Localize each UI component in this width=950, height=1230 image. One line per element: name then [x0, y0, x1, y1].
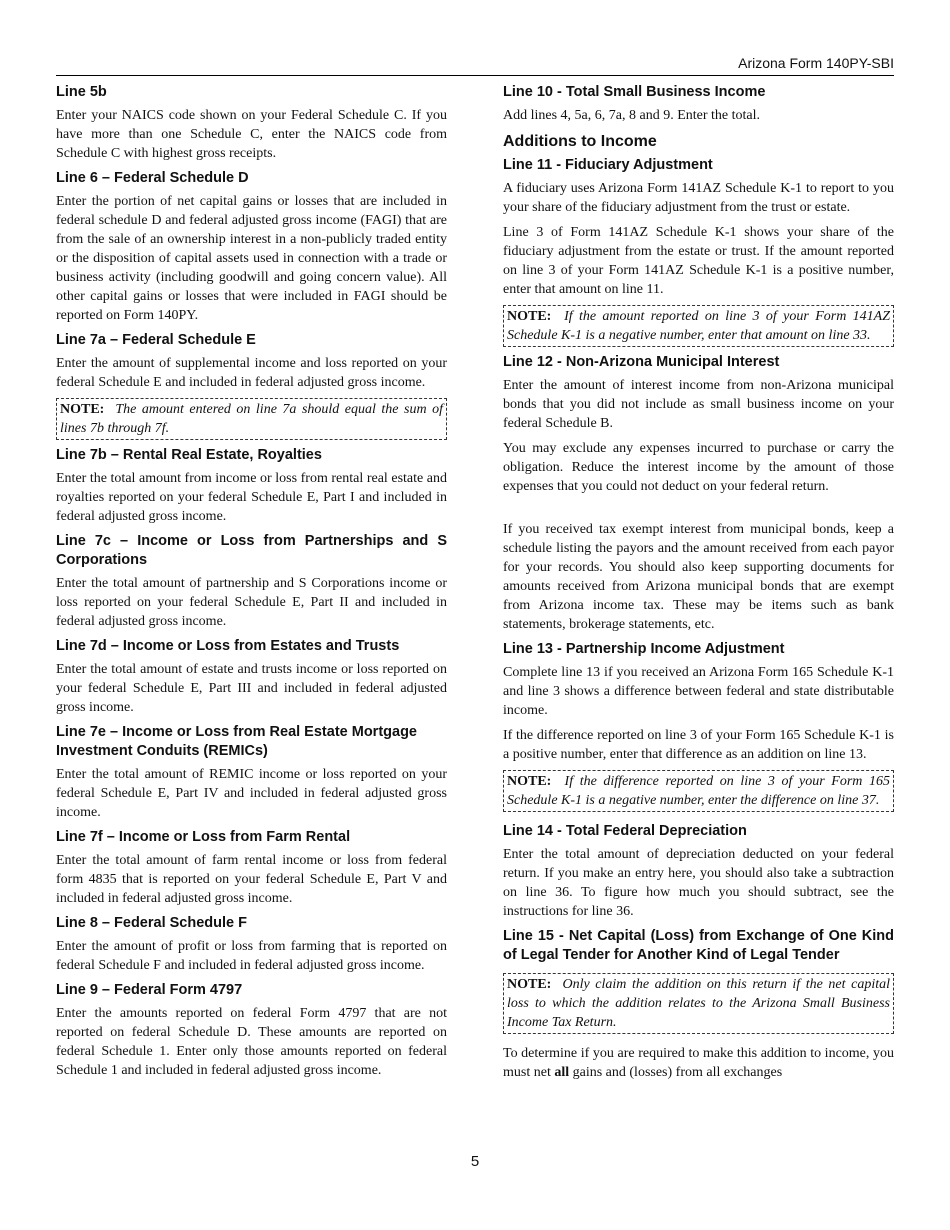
line7b-text: Enter the total amount from income or loss from rental real estate and royalties reported on your federal Schedule E, Part I and included in federal adjusted gross income.: [56, 471, 447, 524]
spacer: [503, 502, 894, 520]
header-rule: [56, 75, 894, 76]
form-title: Arizona Form 140PY-SBI: [738, 55, 894, 71]
line7a-heading: Line 7a – Federal Schedule E: [56, 332, 256, 348]
line15-text-bold: all: [554, 1065, 570, 1080]
line8-text: Enter the amount of profit or loss from farming that is reported on federal Schedule F and included in federal adjusted gross income.: [56, 939, 447, 973]
line12-text-2: You may exclude any expenses incurred to purchase or carry the obligation. Reduce the interest income by the amount of those expenses that you could not deduct on your federal return.: [503, 441, 894, 494]
left-column: [56, 83, 447, 1086]
note-text: If the amount reported on line 3 of your Form 141AZ Schedule K-1 is a negative number, enter that amount on line 33.: [507, 309, 890, 343]
line12-text-1: Enter the amount of interest income from non-Arizona municipal bonds that you did not include as small business income on your federal Schedule B.: [503, 378, 894, 431]
line7c-text: Enter the total amount of partnership and S Corporations income or loss reported on your federal Schedule E, Part II and included in federal adjusted gross income.: [56, 576, 447, 629]
note-text: Only claim the addition on this return if the net capital loss to which the addition relates to the Arizona Small Business Income Tax Return.: [507, 977, 891, 1030]
note-label: NOTE:: [507, 774, 552, 789]
line9-heading: Line 9 – Federal Form 4797: [56, 982, 243, 998]
line5b-text: Enter your NAICS code shown on your Federal Schedule C. If you have more than one Schedule C, enter the NAICS code from Schedule C with highest gross receipts.: [56, 108, 447, 161]
line15-note: [503, 973, 894, 1034]
line9-text: Enter the amounts reported on federal Form 4797 that are not reported on federal Schedule D. These amounts are reported on federal Schedule 1. Enter only those amounts reported on federal Schedule 1 and included in federal adjusted gross income.: [56, 1006, 447, 1078]
line6-heading: Line 6 – Federal Schedule D: [56, 170, 249, 186]
line12-text-3: If you received tax exempt interest from municipal bonds, keep a schedule listing the payors and the amount received from each payor for your records. You should also keep supporting documents for amounts received from Arizona municipal bonds that are exempt from Arizona income tax. These may be items such as bank statements, brokerage statements, etc.: [503, 522, 894, 632]
note-label: NOTE:: [507, 977, 552, 992]
line11-text-2: Line 3 of Form 141AZ Schedule K-1 shows your share of the fiduciary adjustment from the estate or trust. If the amount reported on line 3 of your Form 141AZ Schedule K-1 is a positive number, enter that amount on line 11.: [503, 225, 894, 297]
line7a-note: [56, 398, 447, 440]
line13-text-2: If the difference reported on line 3 of your Form 165 Schedule K-1 is a positive number, enter that difference as an addition on line 13.: [503, 728, 894, 762]
line15-text-end: gains and (losses) from all exchanges: [569, 1065, 783, 1080]
line11-note: [503, 305, 894, 347]
line7d-text: Enter the total amount of estate and trusts income or loss reported on your federal Schedule E, Part III and included in federal adjusted gross income.: [56, 662, 447, 715]
line6-text: Enter the portion of net capital gains or losses that are included in federal schedule D and federal adjusted gross income (FAGI) that are from the sale of an ownership interest in a non-publicly traded entity or the disposition of capital assets used in connection with a trade or business activity (including goodwill and going concern value). All other capital gains or losses that were included in FAGI should be reported on Form 140PY.: [56, 194, 447, 323]
additions-heading: Additions to Income: [503, 133, 657, 150]
line14-heading: Line 14 - Total Federal Depreciation: [503, 823, 747, 839]
line15-text: [503, 1044, 894, 1082]
line5b-heading: Line 5b: [56, 84, 107, 100]
right-column: [503, 83, 894, 1088]
line13-text-1: Complete line 13 if you received an Arizona Form 165 Schedule K-1 and line 3 shows a difference between federal and state distributable income.: [503, 665, 894, 718]
line7e-text: Enter the total amount of REMIC income or loss reported on your federal Schedule E, Part IV and included in federal adjusted gross income.: [56, 767, 447, 820]
line14-text: Enter the total amount of depreciation deducted on your federal return. If you make an entry here, you should also take a subtraction on line 36. To figure how much you should subtract, see the instructions for line 36.: [503, 847, 894, 919]
line7f-text: Enter the total amount of farm rental income or loss from federal form 4835 that is reported on your federal Schedule E, Part V and included in federal adjusted gross income.: [56, 853, 447, 906]
note-text: The amount entered on line 7a should equal the sum of lines 7b through 7f.: [60, 402, 444, 436]
note-label: NOTE:: [60, 402, 105, 417]
line10-text: Add lines 4, 5a, 6, 7a, 8 and 9. Enter the total.: [503, 108, 760, 123]
line11-heading: Line 11 - Fiduciary Adjustment: [503, 157, 713, 173]
line15-heading: Line 15 - Net Capital (Loss) from Exchange of One Kind of Legal Tender for Another Kind of Legal Tender: [503, 928, 894, 963]
line7f-heading: Line 7f – Income or Loss from Farm Rental: [56, 829, 351, 845]
line7c-heading: Line 7c – Income or Loss from Partnerships and S Corporations: [56, 533, 447, 568]
line10-heading: Line 10 - Total Small Business Income: [503, 84, 766, 100]
line15-text-start: To determine if you are required to make this addition to income, you must net: [503, 1046, 894, 1080]
line13-note: [503, 770, 894, 812]
line7e-heading: Line 7e – Income or Loss from Real Estate Mortgage Investment Conduits (REMICs): [56, 724, 417, 759]
line7d-heading: Line 7d – Income or Loss from Estates and Trusts: [56, 638, 400, 654]
line13-heading: Line 13 - Partnership Income Adjustment: [503, 641, 785, 657]
line8-heading: Line 8 – Federal Schedule F: [56, 915, 247, 931]
line12-heading: Line 12 - Non-Arizona Municipal Interest: [503, 354, 780, 370]
line7b-heading: Line 7b – Rental Real Estate, Royalties: [56, 447, 322, 463]
page-number: 5: [470, 1153, 480, 1170]
note-label: NOTE:: [507, 309, 552, 324]
note-text: If the difference reported on line 3 of your Form 165 Schedule K-1 is a negative number, enter the difference on line 37.: [507, 774, 890, 808]
line7a-text: Enter the amount of supplemental income and loss reported on your federal Schedule E and included in federal adjusted gross income.: [56, 356, 447, 390]
line11-text-1: A fiduciary uses Arizona Form 141AZ Schedule K-1 to report to you your share of the fiduciary adjustment from the trust or estate.: [503, 181, 894, 215]
